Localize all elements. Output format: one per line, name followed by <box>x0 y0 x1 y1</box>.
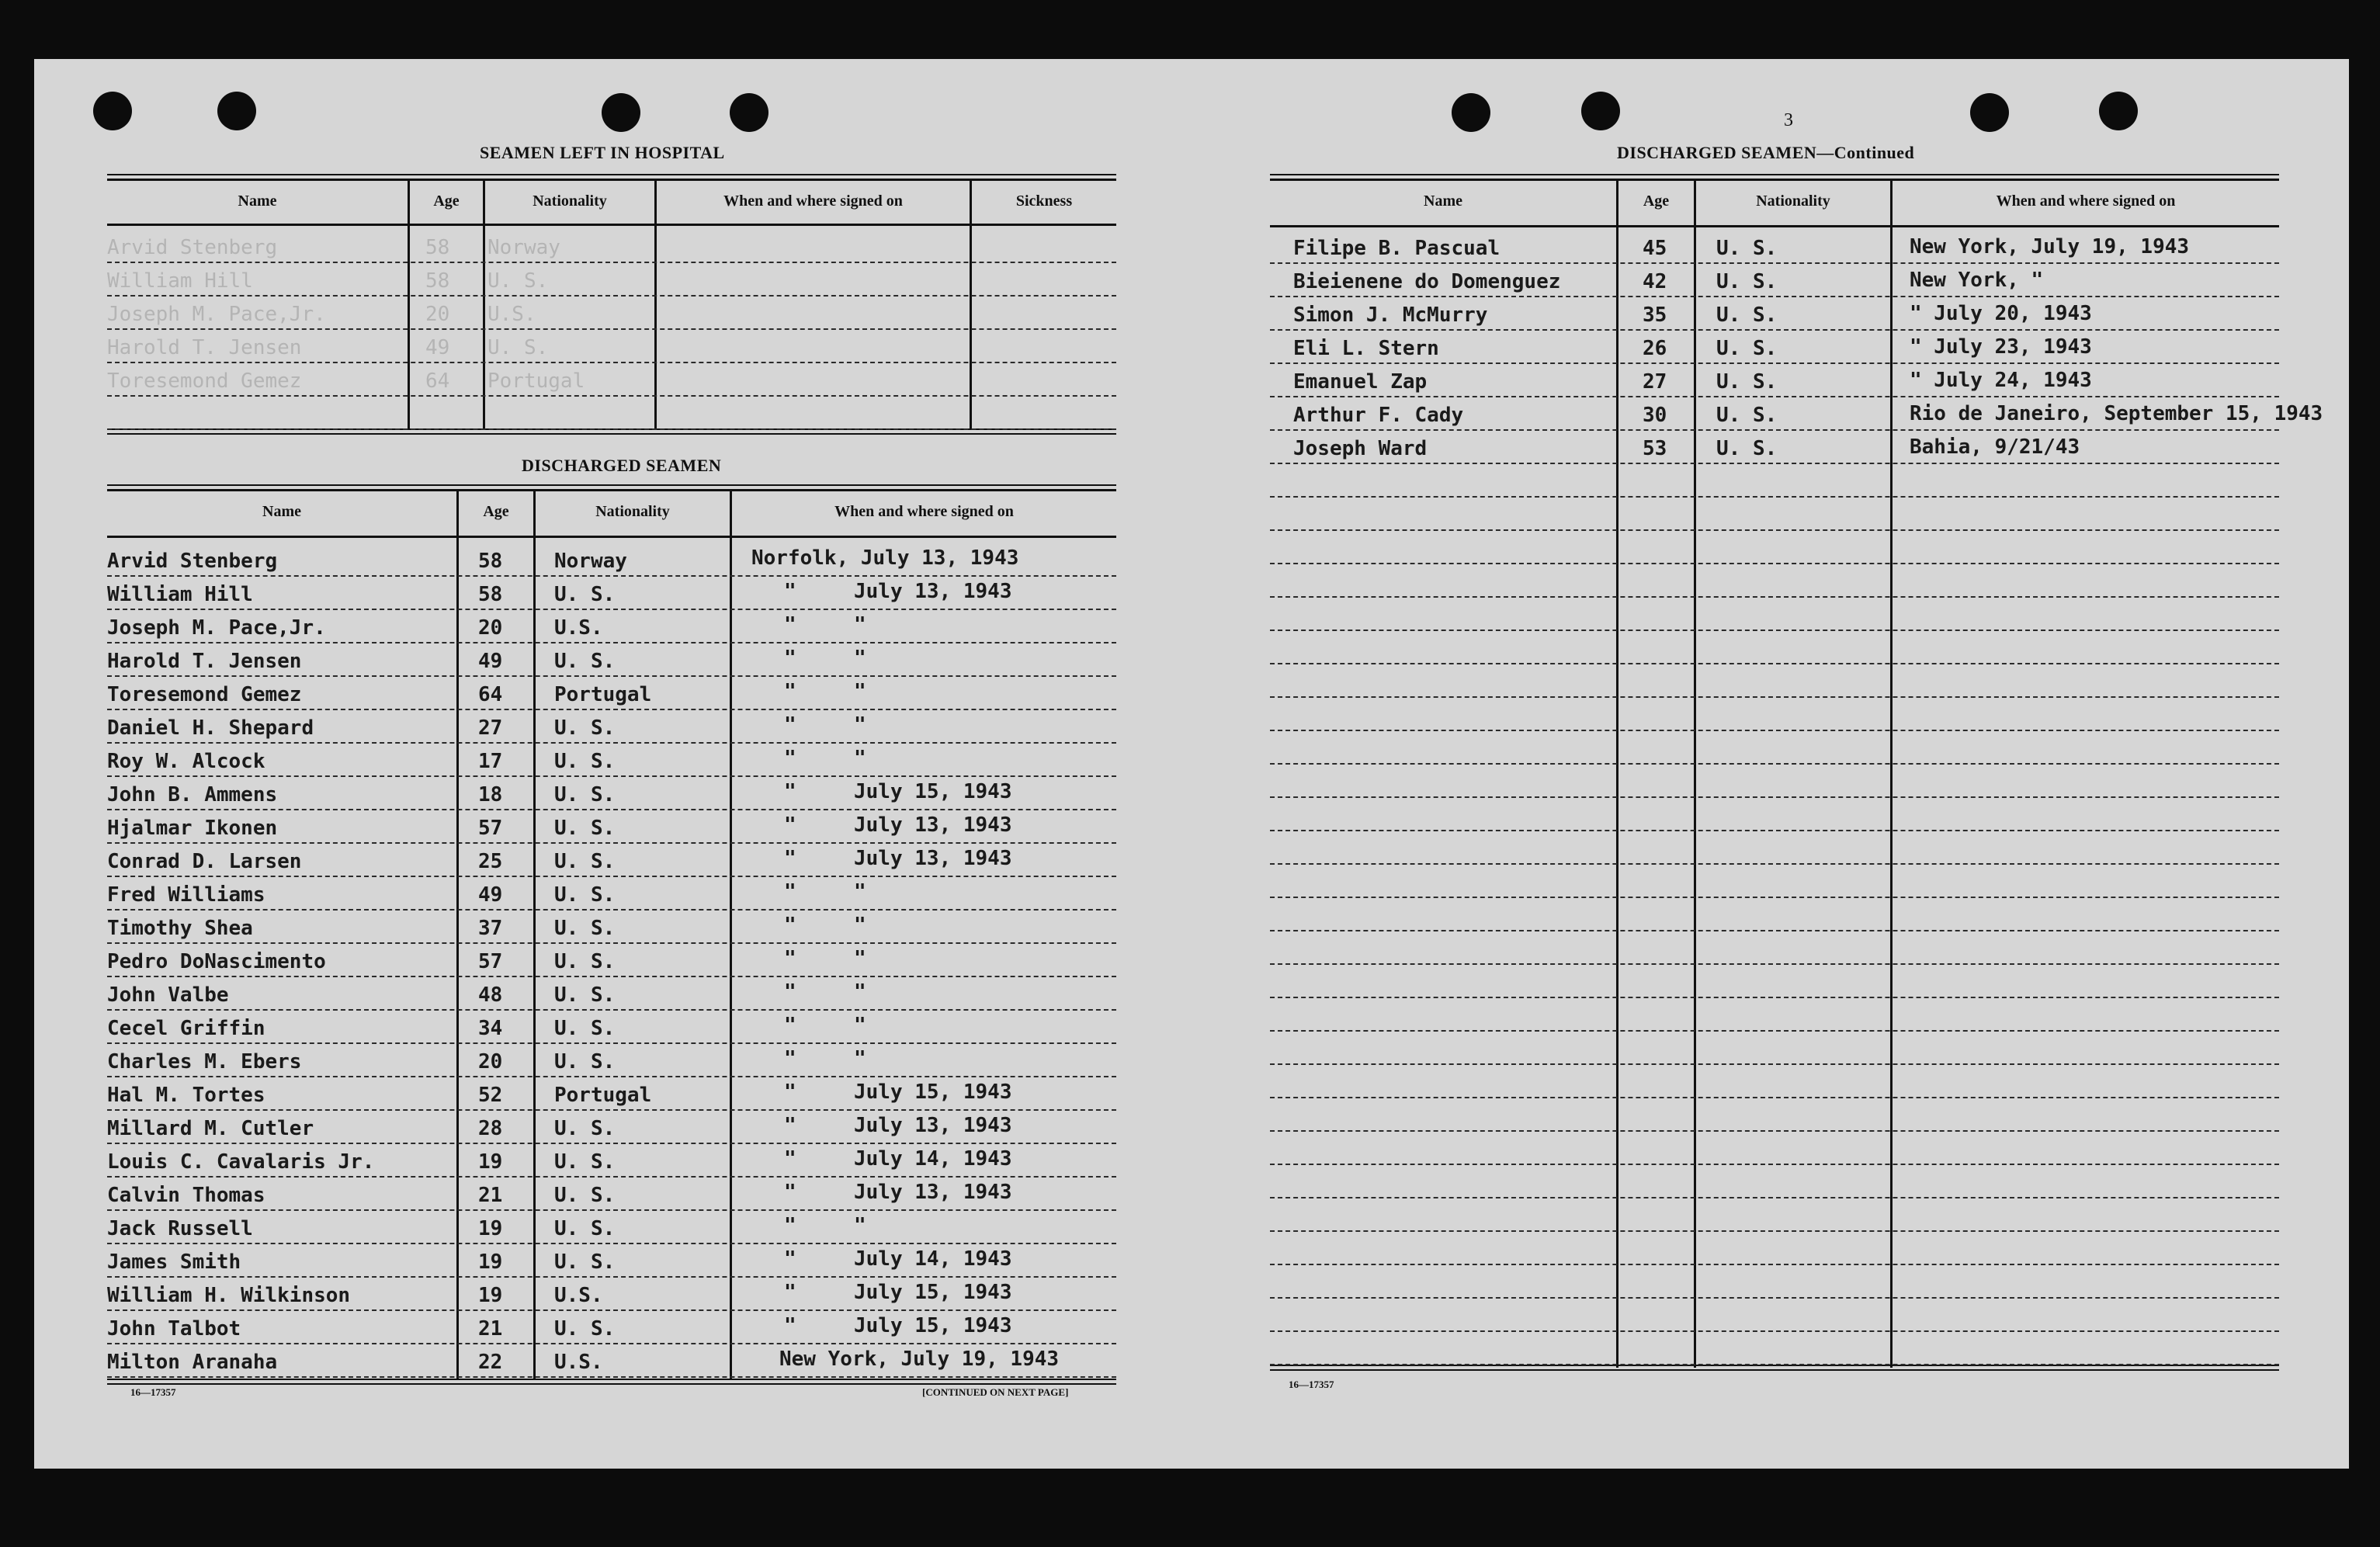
signed-on: Bahia, 9/21/43 <box>1910 435 2080 459</box>
seaman-nationality: U. S. <box>554 1150 616 1174</box>
seaman-nationality: U. S. <box>554 716 616 740</box>
table-row <box>1270 364 2279 397</box>
seaman-name: Milton Aranaha <box>107 1351 278 1374</box>
seaman-nationality: U.S. <box>554 1284 603 1307</box>
signed-on: " July 20, 1943 <box>1910 302 2092 325</box>
seaman-name: Charles M. Ebers <box>107 1050 302 1074</box>
form-number: 16—17357 <box>1289 1379 1334 1390</box>
table-row <box>1270 231 2279 264</box>
seaman-nationality: U. S. <box>554 1050 616 1074</box>
seaman-name: Toresemond Gemez <box>107 683 302 706</box>
seaman-name: Harold T. Jensen <box>107 650 302 673</box>
seaman-name: Joseph M. Pace,Jr. <box>107 303 326 326</box>
discharged-header-age: Age <box>483 503 509 520</box>
table-row <box>1270 965 2279 998</box>
table-row <box>1270 297 2279 331</box>
table-row <box>107 1311 1116 1344</box>
row-rule <box>1270 1364 2279 1365</box>
table-row <box>1270 1332 2279 1365</box>
ditto-mark: " <box>784 1214 796 1237</box>
seaman-age: 45 <box>1643 237 1667 260</box>
table-row <box>107 777 1116 810</box>
ditto-mark: " <box>784 1314 796 1337</box>
seaman-age: 21 <box>478 1184 503 1207</box>
table-row <box>107 844 1116 877</box>
seaman-nationality: U. S. <box>554 1117 616 1140</box>
seaman-age: 17 <box>478 750 503 773</box>
divider <box>1270 225 2279 227</box>
ditto-mark: " <box>784 1247 796 1271</box>
table-row <box>107 1178 1116 1211</box>
signed-on: July 15, 1943 <box>854 1281 1012 1304</box>
seaman-nationality: U. S. <box>554 750 616 773</box>
divider <box>107 536 1116 538</box>
table-row <box>1270 898 2279 931</box>
seaman-name: James Smith <box>107 1250 241 1274</box>
seaman-nationality: U. S. <box>554 1317 616 1341</box>
seaman-nationality: U. S. <box>554 883 616 907</box>
seaman-name: Louis C. Cavalaris Jr. <box>107 1150 375 1174</box>
ditto-mark: " <box>784 1080 796 1104</box>
divider <box>107 179 1116 181</box>
seaman-age: 49 <box>425 336 450 359</box>
table-row <box>107 577 1116 610</box>
seaman-age: 27 <box>478 716 503 740</box>
punch-hole <box>602 93 640 132</box>
ditto-mark: " <box>784 713 796 737</box>
seaman-name: Arthur F. Cady <box>1293 404 1464 427</box>
signed-on: New York, July 19, 1943 <box>779 1348 1060 1371</box>
ditto-mark: " <box>784 580 796 603</box>
seaman-name: William H. Wilkinson <box>107 1284 351 1307</box>
seaman-name: Emanuel Zap <box>1293 370 1428 394</box>
seaman-name: Bieienene do Domenguez <box>1293 270 1561 293</box>
table-row <box>107 977 1116 1011</box>
table-row <box>1270 1098 2279 1132</box>
table-row <box>1270 498 2279 531</box>
seaman-name: Millard M. Cutler <box>107 1117 314 1140</box>
table-row <box>107 363 1116 397</box>
punch-hole <box>93 92 132 130</box>
signed-on: " July 23, 1943 <box>1910 335 2092 359</box>
table-row <box>107 1111 1116 1144</box>
table-row <box>1270 1165 2279 1198</box>
seaman-nationality: U. S. <box>1716 237 1778 260</box>
table-row <box>107 1211 1116 1244</box>
seaman-nationality: U. S. <box>554 1250 616 1274</box>
table-row <box>107 330 1116 363</box>
table-row <box>1270 765 2279 798</box>
seaman-age: 64 <box>478 683 503 706</box>
seaman-name: Simon J. McMurry <box>1293 304 1488 327</box>
seaman-nationality: U.S. <box>554 616 603 640</box>
table-row <box>107 1244 1116 1278</box>
hospital-section-title: SEAMEN LEFT IN HOSPITAL <box>480 143 725 162</box>
seaman-name: Fred Williams <box>107 883 265 907</box>
seaman-name: William Hill <box>107 583 253 606</box>
seaman-name: John Talbot <box>107 1317 241 1341</box>
signed-on: July 13, 1943 <box>854 813 1012 837</box>
seaman-age: 28 <box>478 1117 503 1140</box>
seaman-age: 57 <box>478 817 503 840</box>
seaman-age: 52 <box>478 1084 503 1107</box>
table-row <box>1270 664 2279 698</box>
hospital-header-signed-on: When and where signed on <box>723 193 903 210</box>
continued-header-signed-on: When and where signed on <box>1996 193 2176 210</box>
seaman-nationality: U. S. <box>554 1217 616 1240</box>
seaman-age: 37 <box>478 917 503 940</box>
table-row <box>1270 431 2279 464</box>
table-row <box>107 230 1116 263</box>
punch-hole <box>1581 92 1620 130</box>
seaman-age: 21 <box>478 1317 503 1341</box>
seaman-name: Arvid Stenberg <box>107 236 278 259</box>
seaman-age: 20 <box>478 616 503 640</box>
seaman-nationality: U. S. <box>554 817 616 840</box>
table-row <box>1270 1198 2279 1232</box>
ditto-mark: " <box>784 914 796 937</box>
signed-on: " <box>854 680 866 703</box>
hospital-header-name: Name <box>238 193 277 210</box>
hospital-header-nationality: Nationality <box>533 193 607 210</box>
table-row <box>107 1077 1116 1111</box>
signed-on: July 15, 1943 <box>854 1080 1012 1104</box>
seaman-age: 42 <box>1643 270 1667 293</box>
table-row <box>107 1044 1116 1077</box>
table-row <box>107 397 1116 430</box>
seaman-nationality: Norway <box>487 236 560 259</box>
seaman-name: William Hill <box>107 269 253 293</box>
divider <box>1270 174 2279 175</box>
table-row <box>1270 998 2279 1032</box>
seaman-name: Roy W. Alcock <box>107 750 265 773</box>
table-row <box>107 1344 1116 1378</box>
table-row <box>1270 698 2279 731</box>
seaman-age: 19 <box>478 1250 503 1274</box>
seaman-nationality: U.S. <box>487 303 536 326</box>
seaman-nationality: U. S. <box>487 269 549 293</box>
seaman-age: 27 <box>1643 370 1667 394</box>
seaman-age: 49 <box>478 650 503 673</box>
punch-hole <box>1970 93 2009 132</box>
signed-on: " <box>854 880 866 904</box>
seaman-nationality: U. S. <box>1716 337 1778 360</box>
seaman-name: Hal M. Tortes <box>107 1084 265 1107</box>
table-row <box>107 1144 1116 1178</box>
ditto-mark: " <box>784 947 796 970</box>
signed-on: " <box>854 1047 866 1070</box>
signed-on: July 13, 1943 <box>854 580 1012 603</box>
seaman-name: Calvin Thomas <box>107 1184 265 1207</box>
seaman-name: Hjalmar Ikonen <box>107 817 278 840</box>
table-row <box>1270 631 2279 664</box>
seaman-nationality: Norway <box>554 550 627 573</box>
seaman-nationality: U. S. <box>554 950 616 973</box>
table-row <box>107 744 1116 777</box>
continued-section-title: DISCHARGED SEAMEN—Continued <box>1617 143 1915 162</box>
seaman-age: 19 <box>478 1284 503 1307</box>
signed-on: " <box>854 947 866 970</box>
signed-on: " <box>854 1014 866 1037</box>
signed-on: Rio de Janeiro, September 15, 1943 <box>1910 402 2323 425</box>
signed-on: " <box>854 1214 866 1237</box>
continued-note: [CONTINUED ON NEXT PAGE] <box>922 1386 1069 1398</box>
signed-on: New York, July 19, 1943 <box>1910 235 2190 258</box>
divider <box>107 1379 1116 1380</box>
table-row <box>107 944 1116 977</box>
seaman-age: 19 <box>478 1217 503 1240</box>
continued-header-nationality: Nationality <box>1756 193 1830 210</box>
discharged-header-name: Name <box>262 503 301 520</box>
seaman-age: 20 <box>425 303 450 326</box>
divider <box>107 224 1116 226</box>
seaman-nationality: U. S. <box>1716 370 1778 394</box>
punch-hole <box>1452 93 1490 132</box>
ditto-mark: " <box>784 747 796 770</box>
seaman-nationality: Portugal <box>554 683 652 706</box>
table-row <box>1270 1232 2279 1265</box>
divider <box>107 484 1116 486</box>
table-row <box>107 1011 1116 1044</box>
row-rule <box>107 428 1116 430</box>
seaman-age: 18 <box>478 783 503 806</box>
table-row <box>107 263 1116 297</box>
signed-on: " <box>854 713 866 737</box>
ditto-mark: " <box>784 1114 796 1137</box>
ditto-mark: " <box>784 980 796 1004</box>
seaman-age: 25 <box>478 850 503 873</box>
ditto-mark: " <box>784 813 796 837</box>
ditto-mark: " <box>784 1047 796 1070</box>
seaman-name: Conrad D. Larsen <box>107 850 302 873</box>
ditto-mark: " <box>784 1014 796 1037</box>
table-row <box>1270 331 2279 364</box>
discharged-section-title: DISCHARGED SEAMEN <box>522 456 722 475</box>
seaman-name: Jack Russell <box>107 1217 253 1240</box>
seaman-nationality: U. S. <box>554 650 616 673</box>
table-row <box>1270 1299 2279 1332</box>
table-row <box>1270 264 2279 297</box>
seaman-name: Toresemond Gemez <box>107 369 302 393</box>
table-row <box>1270 1265 2279 1299</box>
table-row <box>107 677 1116 710</box>
signed-on: " <box>854 613 866 636</box>
seaman-nationality: U. S. <box>1716 270 1778 293</box>
divider <box>107 433 1116 435</box>
table-row <box>107 297 1116 330</box>
seaman-name: Timothy Shea <box>107 917 253 940</box>
seaman-age: 34 <box>478 1017 503 1040</box>
table-row <box>1270 1065 2279 1098</box>
seaman-nationality: U. S. <box>554 1184 616 1207</box>
seaman-name: Pedro DoNascimento <box>107 950 326 973</box>
discharged-header-signed-on: When and where signed on <box>834 503 1014 520</box>
punch-hole <box>217 92 256 130</box>
divider <box>1270 179 2279 181</box>
hospital-header-age: Age <box>433 193 460 210</box>
table-row <box>1270 1032 2279 1065</box>
table-row <box>107 911 1116 944</box>
seaman-nationality: U. S. <box>487 336 549 359</box>
ditto-mark: " <box>784 647 796 670</box>
signed-on: July 15, 1943 <box>854 780 1012 803</box>
seaman-name: Arvid Stenberg <box>107 550 278 573</box>
table-row <box>107 1278 1116 1311</box>
table-row <box>1270 731 2279 765</box>
table-row <box>1270 1132 2279 1165</box>
seaman-nationality: U. S. <box>554 917 616 940</box>
seaman-nationality: U. S. <box>554 983 616 1007</box>
seaman-age: 64 <box>425 369 450 393</box>
seaman-nationality: U. S. <box>1716 304 1778 327</box>
table-row <box>1270 831 2279 865</box>
ditto-mark: " <box>784 1181 796 1204</box>
table-row <box>107 810 1116 844</box>
seaman-age: 58 <box>425 269 450 293</box>
discharged-header-nationality: Nationality <box>595 503 670 520</box>
divider <box>107 1383 1116 1385</box>
hospital-header-sickness: Sickness <box>1015 193 1073 210</box>
punch-hole <box>730 93 768 132</box>
seaman-nationality: U.S. <box>554 1351 603 1374</box>
ditto-mark: " <box>784 1147 796 1171</box>
ditto-mark: " <box>784 780 796 803</box>
seaman-age: 30 <box>1643 404 1667 427</box>
page-number: 3 <box>1784 110 1793 130</box>
seaman-name: Daniel H. Shepard <box>107 716 314 740</box>
continued-header-name: Name <box>1424 193 1462 210</box>
ditto-mark: " <box>784 613 796 636</box>
table-row <box>1270 865 2279 898</box>
table-row <box>1270 931 2279 965</box>
seaman-nationality: Portugal <box>487 369 585 393</box>
signed-on: " <box>854 747 866 770</box>
signed-on: " <box>854 647 866 670</box>
signed-on: " <box>854 980 866 1004</box>
seaman-name: Harold T. Jensen <box>107 336 302 359</box>
seaman-age: 57 <box>478 950 503 973</box>
seaman-age: 19 <box>478 1150 503 1174</box>
seaman-nationality: U. S. <box>554 850 616 873</box>
signed-on: Norfolk, July 13, 1943 <box>751 546 1019 570</box>
table-row <box>107 877 1116 911</box>
seaman-age: 53 <box>1643 437 1667 460</box>
signed-on: " July 24, 1943 <box>1910 369 2092 392</box>
signed-on: New York, " <box>1910 269 2044 292</box>
seaman-name: Joseph Ward <box>1293 437 1428 460</box>
signed-on: " <box>854 914 866 937</box>
signed-on: July 14, 1943 <box>854 1147 1012 1171</box>
seaman-nationality: U. S. <box>1716 404 1778 427</box>
table-row <box>1270 397 2323 431</box>
seaman-name: Filipe B. Pascual <box>1293 237 1501 260</box>
signed-on: July 13, 1943 <box>854 1181 1012 1204</box>
seaman-name: Joseph M. Pace,Jr. <box>107 616 326 640</box>
seaman-name: Cecel Griffin <box>107 1017 265 1040</box>
table-row <box>107 710 1116 744</box>
table-row <box>1270 531 2279 564</box>
seaman-nationality: Portugal <box>554 1084 652 1107</box>
signed-on: July 14, 1943 <box>854 1247 1012 1271</box>
signed-on: July 13, 1943 <box>854 1114 1012 1137</box>
seaman-age: 35 <box>1643 304 1667 327</box>
seaman-age: 22 <box>478 1351 503 1374</box>
ditto-mark: " <box>784 680 796 703</box>
seaman-nationality: U. S. <box>554 583 616 606</box>
table-row <box>107 610 1116 643</box>
seaman-age: 58 <box>425 236 450 259</box>
table-row <box>1270 598 2279 631</box>
table-row <box>107 543 1116 577</box>
seaman-name: Eli L. Stern <box>1293 337 1439 360</box>
punch-hole <box>2099 92 2138 130</box>
seaman-nationality: U. S. <box>554 1017 616 1040</box>
form-number: 16—17357 <box>130 1386 176 1398</box>
seaman-age: 48 <box>478 983 503 1007</box>
row-rule <box>107 1376 1116 1378</box>
table-row <box>1270 798 2279 831</box>
seaman-name: John Valbe <box>107 983 229 1007</box>
signed-on: July 15, 1943 <box>854 1314 1012 1337</box>
table-row <box>107 643 1116 677</box>
table-row <box>1270 564 2279 598</box>
continued-header-age: Age <box>1643 193 1670 210</box>
seaman-nationality: U. S. <box>554 783 616 806</box>
seaman-age: 49 <box>478 883 503 907</box>
divider <box>107 174 1116 175</box>
ditto-mark: " <box>784 1281 796 1304</box>
signed-on: July 13, 1943 <box>854 847 1012 870</box>
table-row <box>1270 464 2279 498</box>
seaman-age: 58 <box>478 550 503 573</box>
divider <box>1270 1369 2279 1371</box>
seaman-age: 58 <box>478 583 503 606</box>
seaman-nationality: U. S. <box>1716 437 1778 460</box>
seaman-name: John B. Ammens <box>107 783 278 806</box>
ditto-mark: " <box>784 880 796 904</box>
seaman-age: 26 <box>1643 337 1667 360</box>
seaman-age: 20 <box>478 1050 503 1074</box>
divider <box>107 489 1116 491</box>
ditto-mark: " <box>784 847 796 870</box>
